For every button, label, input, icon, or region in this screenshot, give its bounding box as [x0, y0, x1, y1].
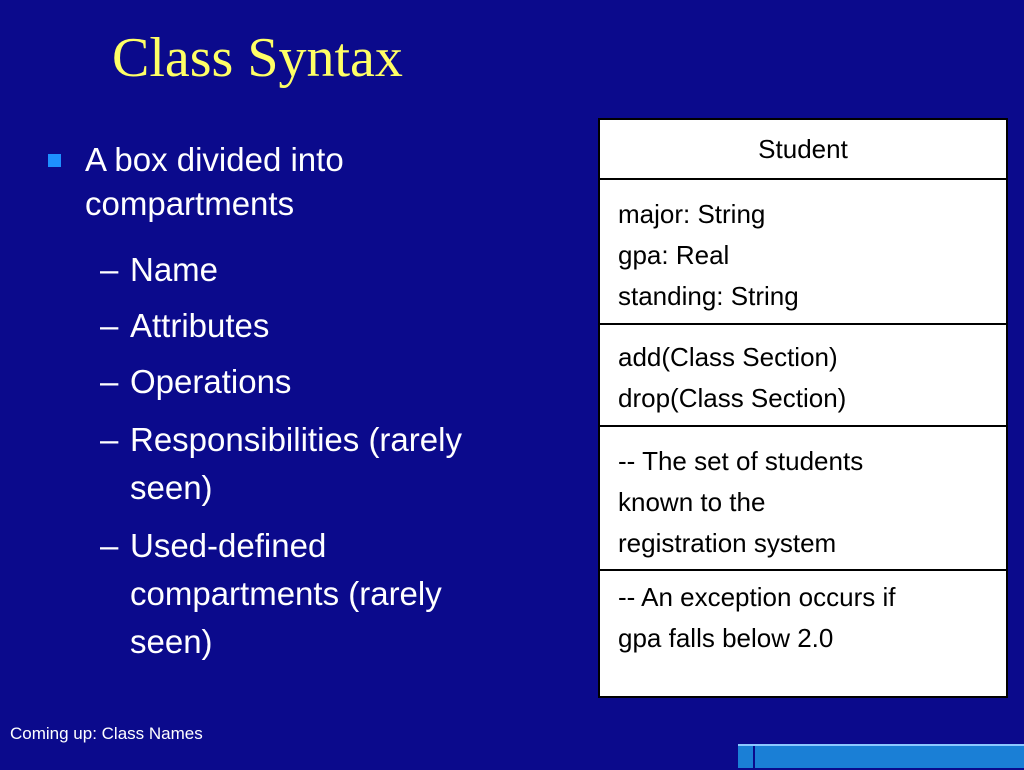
sub-item-line: Operations: [130, 363, 292, 400]
uml-responsibilities-compartment: [600, 427, 1006, 571]
sub-item-line: Attributes: [130, 307, 270, 344]
sub-item-operations: [100, 358, 570, 406]
sub-item-line: Responsibilities (rarely: [130, 421, 462, 458]
sub-item-responsibilities: [100, 416, 570, 512]
square-bullet-icon: [48, 154, 61, 167]
uml-user-defined-line: -- An exception occurs if: [618, 582, 896, 612]
sub-item-line: seen): [130, 623, 213, 660]
uml-responsibility-line: known to the: [618, 487, 766, 517]
sub-item-line: compartments (rarely: [130, 575, 442, 612]
dash-marker: –: [100, 307, 119, 344]
uml-class-name: Student: [758, 134, 848, 164]
uml-user-defined-line: gpa falls below 2.0: [618, 623, 834, 653]
uml-user-defined-compartment: [600, 571, 1006, 696]
dash-marker: –: [100, 251, 119, 288]
uml-name-compartment: [600, 120, 1006, 180]
uml-attributes-compartment: [600, 180, 1006, 325]
uml-responsibility-line: registration system: [618, 528, 837, 558]
sub-item-attributes: [100, 302, 570, 350]
sub-item-user-defined: [100, 522, 570, 666]
uml-attribute: gpa: Real: [618, 240, 730, 270]
bullet-text: A box divided into compartments: [85, 141, 344, 222]
uml-responsibility-line: -- The set of students: [618, 446, 864, 476]
sub-item-name: [100, 246, 570, 294]
uml-operation: drop(Class Section): [618, 383, 847, 413]
uml-class-box: [598, 118, 1008, 698]
uml-attribute: major: String: [618, 199, 766, 229]
uml-operations-compartment: [600, 325, 1006, 427]
corner-decoration: [738, 744, 1024, 768]
slide-title: Class Syntax: [112, 27, 403, 89]
dash-marker: –: [100, 363, 119, 400]
sub-item-line: Used-defined: [130, 527, 327, 564]
sub-item-line: Name: [130, 251, 219, 288]
corner-divider: [753, 746, 755, 770]
dash-marker: –: [100, 421, 119, 458]
uml-attribute: standing: String: [618, 281, 799, 311]
bullet-item-compartments: [85, 138, 555, 226]
sub-item-line: seen): [130, 469, 213, 506]
uml-operation: add(Class Section): [618, 342, 838, 372]
footer-next-link[interactable]: Coming up: Class Names: [10, 724, 203, 743]
dash-marker: –: [100, 527, 119, 564]
